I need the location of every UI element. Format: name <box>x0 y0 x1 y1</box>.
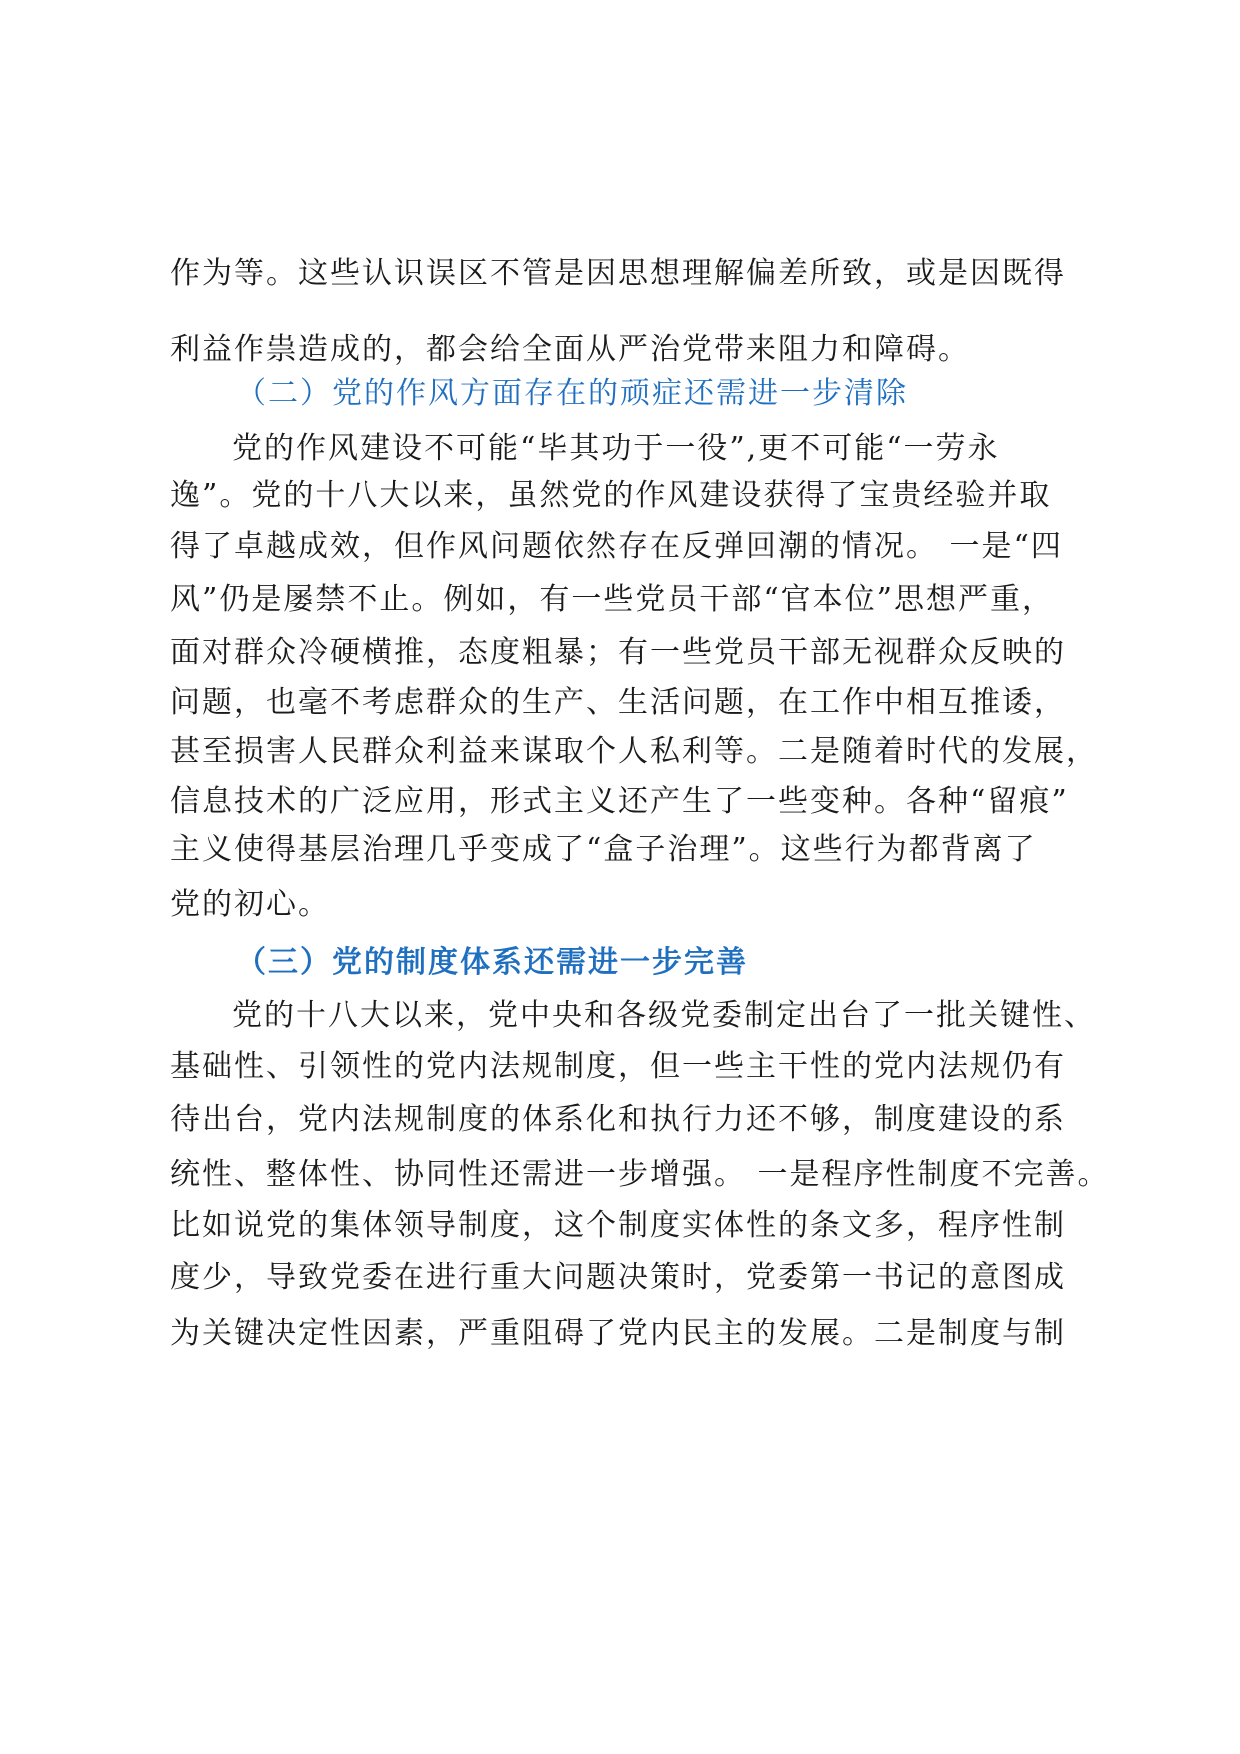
section-heading-3: （三）党的制度体系还需进一步完善 <box>236 945 748 980</box>
body-text-line: 甚至损害人民群众利益来谋取个人私利等。二是随着时代的发展， <box>170 734 1098 769</box>
body-text-line: 基础性、引领性的党内法规制度，但一些主干性的党内法规仍有 <box>170 1049 1066 1084</box>
body-text-line: 作为等。这些认识误区不管是因思想理解偏差所致，或是因既得 <box>170 256 1066 291</box>
body-text-line: 面对群众冷硬横推，态度粗暴；有一些党员干部无视群众反映的 <box>170 635 1066 670</box>
body-text-line: 为关键决定性因素，严重阻碍了党内民主的发展。二是制度与制 <box>170 1316 1066 1351</box>
body-text-line: 党的十八大以来，党中央和各级党委制定出台了一批关键性、 <box>232 998 1096 1033</box>
body-text-line: 信息技术的广泛应用，形式主义还产生了一些变种。各种“留痕” <box>170 784 1069 819</box>
body-text-line: 党的作风建设不可能“毕其功于一役”,更不可能“一劳永 <box>232 431 1000 466</box>
body-text-line: 比如说党的集体领导制度，这个制度实体性的条文多，程序性制 <box>170 1208 1066 1243</box>
body-text-line: 利益作祟造成的，都会给全面从严治党带来阻力和障碍。 <box>170 332 970 367</box>
body-text-line: 问题，也毫不考虑群众的生产、生活问题，在工作中相互推诿， <box>170 685 1066 720</box>
section-heading-2: （二）党的作风方面存在的顽症还需进一步清除 <box>236 376 908 411</box>
body-text-line: 得了卓越成效，但作风问题依然存在反弹回潮的情况。 一是“四 <box>170 529 1063 564</box>
body-text-line: 逸”。党的十八大以来，虽然党的作风建设获得了宝贵经验并取 <box>170 478 1052 513</box>
body-text-line: 统性、整体性、协同性还需进一步增强。 一是程序性制度不完善。 <box>170 1157 1110 1192</box>
body-text-line: 风”仍是屡禁不止。例如，有一些党员干部“官本位”思想严重， <box>170 582 1055 617</box>
body-text-line: 党的初心。 <box>170 887 330 922</box>
body-text-line: 待出台，党内法规制度的体系化和执行力还不够，制度建设的系 <box>170 1102 1066 1137</box>
body-text-line: 度少，导致党委在进行重大问题决策时，党委第一书记的意图成 <box>170 1260 1066 1295</box>
body-text-line: 主义使得基层治理几乎变成了“盒子治理”。这些行为都背离了 <box>170 832 1037 867</box>
